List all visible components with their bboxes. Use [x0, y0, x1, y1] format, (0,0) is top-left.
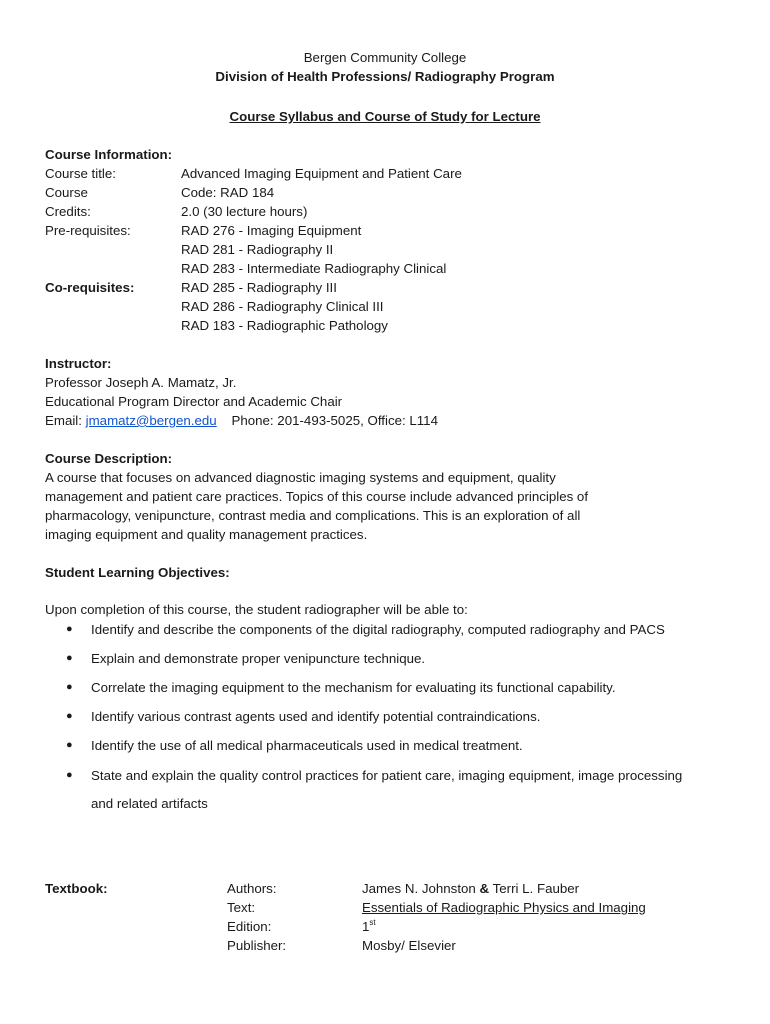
author-2: Terri L. Fauber — [492, 881, 580, 896]
description-line: A course that focuses on advanced diagnostic imaging systems and equipment, quality — [45, 470, 556, 485]
text-label: Text: — [227, 900, 256, 915]
prerequisite-item: RAD 281 - Radiography II — [181, 242, 334, 257]
objective-item: Identify and describe the components of the digital radiography, computed radiography and PACS — [91, 622, 665, 637]
instructor-contact — [45, 411, 438, 430]
email-label: Email: — [45, 413, 82, 428]
corequisite-item: RAD 183 - Radiographic Pathology — [181, 318, 388, 333]
email-link[interactable]: jmamatz@bergen.edu — [85, 413, 217, 428]
authors-value — [362, 879, 579, 898]
bullet-icon: ● — [66, 769, 73, 781]
prerequisites-label: Pre-requisites: — [45, 223, 131, 238]
textbook-title: Essentials of Radiographic Physics and Imaging — [362, 900, 646, 915]
course-code-label: Course — [45, 185, 88, 200]
instructor-title: Educational Program Director and Academic Chair — [45, 394, 343, 409]
objective-item: Explain and demonstrate proper venipuncture technique. — [91, 651, 426, 666]
objective-item: Correlate the imaging equipment to the mechanism for evaluating its functional capability. — [91, 680, 616, 695]
author-1: James N. Johnston — [362, 881, 476, 896]
description-line: pharmacology, venipuncture, contrast media and complications. This is an exploration of all — [45, 508, 581, 523]
credits-value: 2.0 (30 lecture hours) — [181, 204, 308, 219]
description-line: imaging equipment and quality management practices. — [45, 527, 368, 542]
syllabus-title — [0, 107, 770, 126]
description-line: management and patient care practices. Topics of this course include advanced principles of — [45, 489, 589, 504]
course-info-heading: Course Information: — [45, 147, 173, 162]
authors-label: Authors: — [227, 881, 277, 896]
edition-label: Edition: — [227, 919, 272, 934]
corequisite-item: RAD 285 - Radiography III — [181, 280, 337, 295]
objective-item: State and explain the quality control practices for patient care, imaging equipment, image processing — [91, 768, 683, 783]
publisher-label: Publisher: — [227, 938, 287, 953]
instructor-heading: Instructor: — [45, 356, 112, 371]
college-name: Bergen Community College — [303, 50, 467, 65]
objective-item: Identify the use of all medical pharmaceuticals used in medical treatment. — [91, 738, 523, 753]
objective-item: Identify various contrast agents used and identify potential contraindications. — [91, 709, 541, 724]
phone-office: Phone: 201-493-5025, Office: L114 — [231, 413, 438, 428]
prerequisite-item: RAD 283 - Intermediate Radiography Clinical — [181, 261, 447, 276]
textbook-heading: Textbook: — [45, 881, 108, 896]
course-title-value: Advanced Imaging Equipment and Patient Care — [181, 166, 462, 181]
ampersand: & — [479, 881, 490, 896]
objectives-heading: Student Learning Objectives: — [45, 565, 230, 580]
objective-item-continuation: and related artifacts — [91, 796, 208, 811]
corequisites-label: Co-requisites: — [45, 280, 135, 295]
syllabus-title-text: Course Syllabus and Course of Study for Lecture — [229, 109, 541, 124]
bullet-icon: ● — [66, 623, 73, 635]
bullet-icon: ● — [66, 710, 73, 722]
bullet-icon: ● — [66, 681, 73, 693]
course-code-value: Code: RAD 184 — [181, 185, 275, 200]
edition-suffix: st — [369, 918, 376, 927]
bullet-icon: ● — [66, 652, 73, 664]
corequisite-item: RAD 286 - Radiography Clinical III — [181, 299, 384, 314]
edition-value — [362, 917, 376, 936]
instructor-name: Professor Joseph A. Mamatz, Jr. — [45, 375, 237, 390]
credits-label: Credits: — [45, 204, 91, 219]
course-title-label: Course title: — [45, 166, 116, 181]
objectives-intro: Upon completion of this course, the student radiographer will be able to: — [45, 602, 468, 617]
publisher-value: Mosby/ Elsevier — [362, 938, 456, 953]
prerequisite-item: RAD 276 - Imaging Equipment — [181, 223, 362, 238]
description-heading: Course Description: — [45, 451, 173, 466]
division-name: Division of Health Professions/ Radiography Program — [215, 69, 555, 84]
edition-number: 1 — [362, 919, 370, 934]
bullet-icon: ● — [66, 739, 73, 751]
